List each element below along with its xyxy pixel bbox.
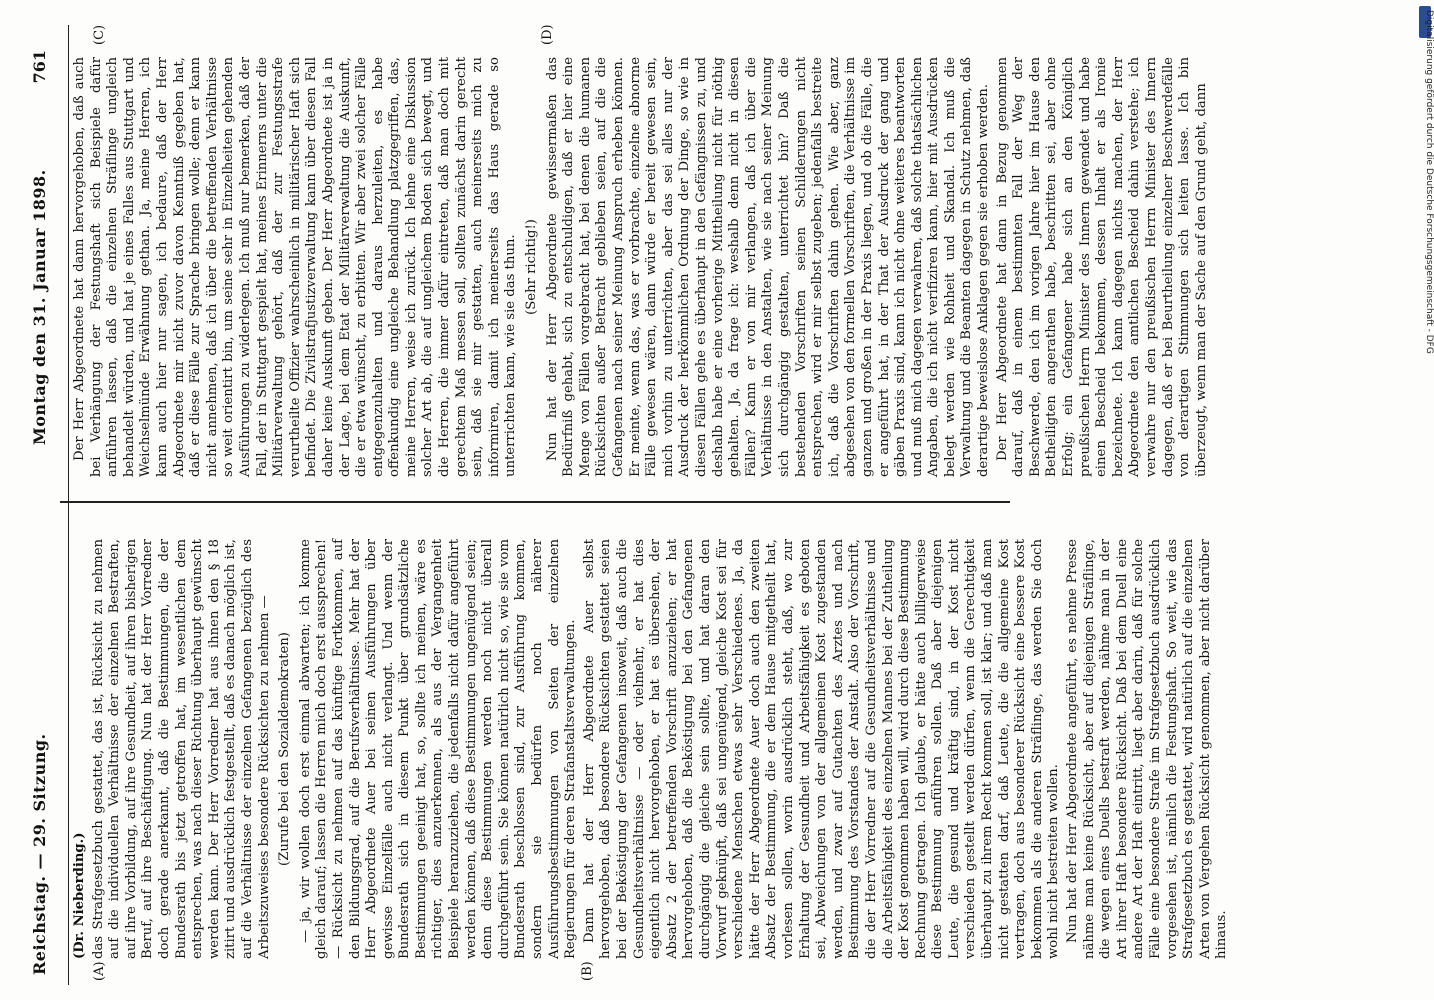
paragraph: Der Herr Abgeordnete hat dann hervorgehoben, daß auch bei Verhängung der Festungshaft sich Beispiele dafür anführen lassen, daß die einzelnen Sträflinge ungleich behandelt würden, und hat je eines Falles aus Stuttgart und Weichselmünde Erwähnung gethan. Ja, meine Herren, ich kann auch hier nur sagen, ich bedaure, daß der Herr Abgeordnete mir nicht zuvor davon Kenntniß gegeben hat, daß er diese Fälle zur Sprache bringen wolle; denn er kann nicht annehmen, daß ich über die betreffenden Verhältnisse so weit orientirt bin, um seine sehr in Einzelheiten gehenden Ausführungen zu widerlegen. Ich muß nur bemerken, daß der Fall, der in Stuttgart gespielt hat, meines Erinnerns unter die Militärverwaltung gehört, daß der zur Festungsstrafe verurtheilte Offizier wahrscheinlich in militärischer Haft sich befindet. Die Zivilstrafjustizverwaltung kann über diesen Fall daher keine Auskunft geben. Der Herr Abgeordnete ist ja in der Lage, bei dem Etat der Militärverwaltung die Auskunft, die er etwa wünscht, zu erbitten. Wir aber zwei solcher Fälle entgegenzuhalten und daraus herzuleiten, es habe offenkundig eine ungleiche Behandlung platzgegriffen, das, meine Herren, weise ich zurück. Ich lehne eine Diskussion solcher Art ab, die auf ungleichem Boden sich bewegt, und die Herren, die immer dafür eintreten, daß man doch mit gerechtem Maß messen soll, sollten zunächst darin gerecht sein, daß sie mir gestatten, auch meinerseits mich zu informiren, damit ich meinerseits das Haus gerade so unterrichten kann, wie sie das thun.: [72, 57, 519, 477]
header-date: Montag den 31. Januar 1898.: [30, 169, 49, 445]
header-rule: [68, 25, 69, 985]
margin-marker-c: (C): [92, 24, 107, 45]
rotated-page-content: [20, 25, 1380, 985]
margin-marker-d: (D): [540, 24, 555, 45]
left-column: [72, 539, 1233, 959]
interjection: (Zurufe bei den Sozialdemokraten): [277, 632, 293, 866]
paragraph: Der Herr Abgeordnete hat dann in Bezug genommen darauf, daß in einem bestimmten Fall der Weg der Beschwerde, den ich im vorigen Jahre hier im Hause den Betheiligten angerathen habe, beschritten sei, aber ohne Erfolg; ein Gefangener habe sich an den Königlich preußischen Herrn Minister des Innern gewendet und habe einen Bescheid bekommen, dessen Inhalt er als Ironie bezeichnete. Ich kann dagegen nichts machen, der Herr Abgeordnete den amtlichen Bescheid dahin verstehe; ich verwahre nur den preußischen Herrn Minister des Innern dagegen, daß er bei Beurtheilung einzelner Beschwerdefälle von derartigen Stimmungen sich leiten lasse. Ich bin überzeugt, wenn man der Sache auf den Grund geht, dann: [994, 57, 1209, 477]
speaker-name: (Dr. Nieberding.): [72, 832, 87, 959]
paragraph: Nun hat der Herr Abgeordnete gewissermaßen das Bedürfniß gehabt, sich zu entschuldigen, daß er hier eine Menge von Fällen vorgebracht hat, bei denen die humanen Rücksichten außer Betracht geblieben seien, auf die die Gefangenen nach seiner Meinung Anspruch erheben können. Er meinte, wenn das, was er vorbrachte, einzelne abnorme Fälle gewesen wären, dann würde er bereit gewesen sein, mich vorhin zu unterrichten, aber das sei alles nur der Ausdruck der herkömmlichen Ordnung der Dinge, so wie in diesen Fällen gehe es überhaupt in den Gefängnissen zu, und deshalb habe er eine vorherige Mittheilung nicht für nöthig gehalten. Ja, da frage ich: weshalb denn nicht in diesen Fällen? Kann er von mir verlangen, daß ich über die Verhältnisse in den Anstalten, wie sie nach seiner Meinung sich durchgängig gestalten, unterrichtet bin? Daß die bestehenden Vorschriften seinen Schilderungen nicht entsprechen, wird er mir selbst zugeben; jedenfalls bestreite ich, daß die Vorschriften dahin gehen. Wie aber, ganz abgesehen von den formellen Vorschriften, die Verhältnisse im ganzen und großen in der Praxis liegen, und ob die Fälle, die er angeführt hat, in der That der Ausdruck der gang und gäben Praxis sind, kann ich nicht ohne weiteres beantworten und muß mich dagegen verwahren, daß solche thatsächlichen Angaben, die ich nicht verifiziren kann, hier mit Ausdrücken belegt werden wie Rohheit und Skandal. Ich muß die Verwaltung und die Beamten dagegen in Schutz nehmen, daß derartige beweislose Anklagen gegen sie erhoben werden.: [544, 57, 992, 477]
digitization-note: [1420, 10, 1434, 990]
margin-marker-b: (B): [580, 961, 595, 981]
column-divider: [60, 502, 1010, 504]
margin-marker-a: (A): [92, 961, 107, 981]
interjection: (Sehr richtig!): [524, 219, 540, 315]
right-column: [72, 57, 1212, 477]
header-session: Reichstag. — 29. Sitzung.: [30, 733, 49, 975]
paragraph: das Strafgesetzbuch gestattet, das ist, Rücksicht zu nehmen auf die individuellen Verhältnisse der einzelnen Bestraften, auf ihre Vorbildung, auf ihre Gesundheit, auf ihren bisherigen Beruf, auf ihre Beschäftigung. Nun hat der Herr Vorredner doch gerade anerkannt, daß die Bestimmungen, die der Bundesrath bis jetzt getroffen hat, im wesentlichen dem entsprechen, was nach dieser Richtung überhaupt gewünscht werden kann. Der Herr Vorredner hat aus ihnen den § 18 zitirt und ausdrücklich festgestellt, daß es danach möglich ist, auf die Verhältnisse der einzelnen Gefangenen bezüglich des Arbeitszuweises besondere Rücksichten zu nehmen —: [90, 539, 272, 959]
digitization-note-text: Digitalisierung gefördert durch die Deutsche Forschungsgemeinschaft - DFG: [1424, 10, 1434, 354]
page-number: 761: [30, 50, 49, 84]
page-header: [30, 25, 70, 985]
paragraph: Nun hat der Herr Abgeordnete angeführt, es nehme Presse nähme man keine Rücksicht, aber auf diejenigen Sträflinge, die wegen eines Duells bestraft werden, nähme man in der Art ihrer Haft besondere Rücksicht. Daß bei dem Duell eine andere Art der Haft eintritt, liegt aber darin, daß für solche Fälle eine besondere Strafe im Strafgesetzbuch ausdrücklich vorgesehen ist, nämlich die Festungshaft. So weit, wie das Strafgesetzbuch es gestattet, wird natürlich auf die einzelnen Arten von Vergehen Rücksicht genommen, aber nicht darüber hinaus.: [1065, 539, 1230, 959]
paragraph: Dann hat der Herr Abgeordnete Auer selbst hervorgehoben, daß besondere Rücksichten gestattet seien bei der Beköstigung der Gefangenen insoweit, daß auch die Gesundheitsverhältnisse — oder vielmehr, er hat dies eigentlich nicht hervorgehoben, er hat es übersehen, der Absatz 2 der betreffenden Vorschrift anzuziehen; er hat hervorgehoben, daß die Beköstigung bei den Gefangenen durchgängig die gleiche sein sollte, und hat daran den Vorwurf geknüpft, daß sei ungenügend, gleiche Kost sei für verschiedene Menschen etwas sehr Verschiedenes. Ja, da hätte der Herr Abgeordnete Auer doch auch den zweiten Absatz der Bestimmung, die er dem Hause mitgetheilt hat, vorlesen sollen, worin ausdrücklich steht, daß, wo zur Erhaltung der Gesundheit und Arbeitsfähigkeit es geboten sei, Abweichungen von der allgemeinen Kost zugestanden werden, und zwar auf Gutachten des Arztes und nach Bestimmung des Vorstandes der Anstalt. Also der Vorschrift, die der Herr Vorredner auf die Gesundheitsverhältnisse und die Arbeitsfähigkeit des einzelnen Mannes bei der Zutheilung der Kost genommen haben will, wird durch diese Bestimmung Rechnung getragen. Ich glaube, er hätte auch billigerweise diese Bestimmung anführen sollen. Daß aber diejenigen Leute, die gesund und kräftig sind, in der Kost nicht verschieden gestellt werden dürfen, wenn die Gerechtigkeit überhaupt zu ihrem Recht kommen soll, ist klar; und daß man nicht gestatten darf, daß Leute, die die allgemeine Kost vertragen, doch aus besonderer Rücksicht eine bessere Kost bekommen als die anderen Sträflinge, das werden Sie doch wohl nicht bestreiten wollen.: [581, 539, 1062, 959]
paragraph: — ja, wir wollen doch erst einmal abwarten; ich komme gleich darauf; lassen die Herren mich doch erst aussprechen! — Rücksicht zu nehmen auf das künftige Fortkommen, auf den Bildungsgrad, auf die Berufsverhältnisse. Mehr hat der Herr Abgeordnete Auer bei seinen Ausführungen über gewisse Einzelfälle auch nicht verlangt. Und wenn der Bundesrath sich in diesem Punkt über grundsätzliche Bestimmungen geeinigt hat, so, sollte ich meinen, wäre es richtiger, dies anzuerkennen, als aus der Vergangenheit Beispiele heranzuziehen, die jedenfalls nicht dafür angeführt werden können, daß diese Bestimmungen ungenügend seien; denn diese Bestimmungen werden noch nicht überall durchgeführt sein. Sie können natürlich nicht so, wie sie vom Bundesrath beschlossen sind, zur Ausführung kommen, sondern sie bedürfen noch näherer Ausführungsbestimmungen von Seiten der einzelnen Regierungen für deren Strafanstaltsverwaltungen.: [297, 539, 579, 959]
